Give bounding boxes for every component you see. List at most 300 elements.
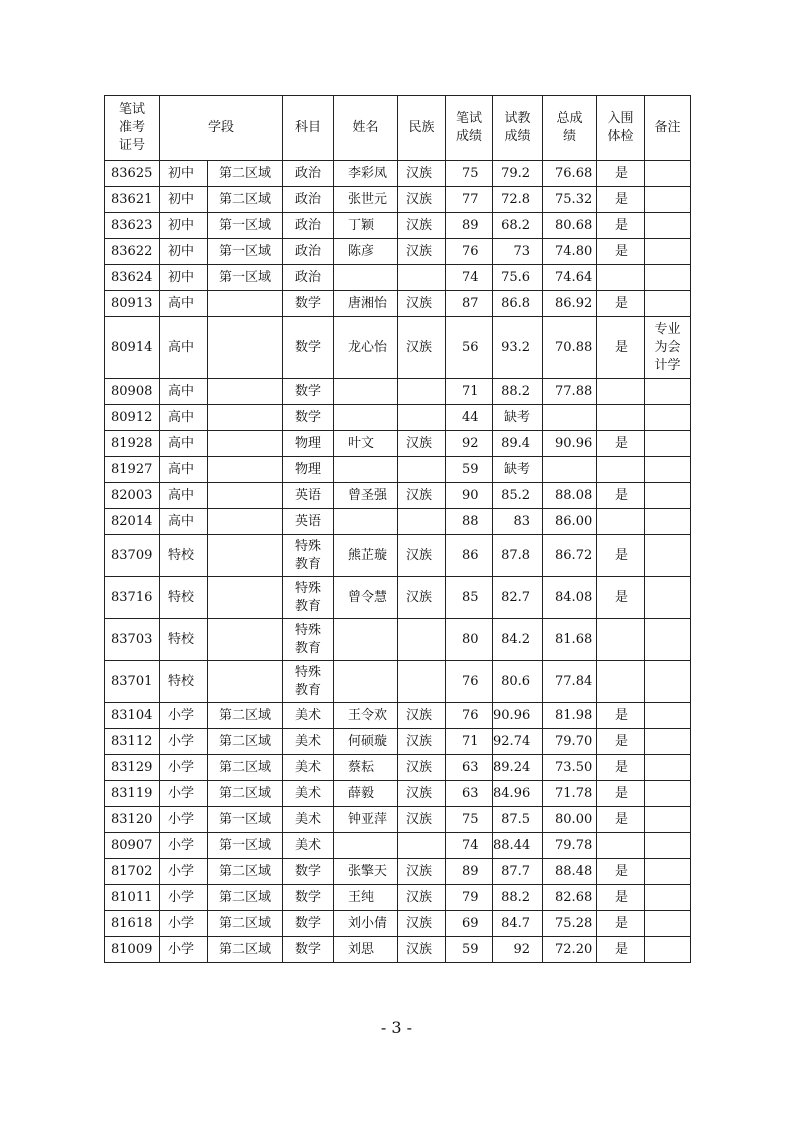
subject-cell: 数学 (283, 937, 334, 963)
name-cell: 何硕璇 (334, 729, 398, 755)
total-score-cell: 86.92 (543, 291, 597, 317)
written-score-cell: 88 (446, 509, 493, 535)
subject-cell: 数学 (283, 379, 334, 405)
subject-cell: 政治 (283, 239, 334, 265)
name-cell (334, 509, 398, 535)
header-exam-id: 笔试 准考 证号 (105, 96, 160, 161)
subject-cell: 美术 (283, 729, 334, 755)
written-score-cell: 77 (446, 187, 493, 213)
table-row (105, 619, 691, 661)
notes-cell (645, 619, 691, 661)
written-score-cell: 56 (446, 317, 493, 379)
zone-cell: 第二区域 (208, 187, 283, 213)
table-row (105, 509, 691, 535)
trial-score-cell: 缺考 (493, 405, 543, 431)
subject-cell: 政治 (283, 187, 334, 213)
subject-cell: 美术 (283, 833, 334, 859)
zone-cell (208, 509, 283, 535)
exam-id-cell: 81928 (105, 431, 160, 457)
ethnicity-cell: 汉族 (398, 577, 446, 619)
level-cell: 小学 (160, 703, 208, 729)
zone-cell (208, 577, 283, 619)
ethnicity-cell: 汉族 (398, 317, 446, 379)
table-row (105, 379, 691, 405)
zone-cell (208, 457, 283, 483)
level-cell: 高中 (160, 457, 208, 483)
written-score-cell: 76 (446, 661, 493, 703)
table-row (105, 703, 691, 729)
trial-score-cell: 75.6 (493, 265, 543, 291)
zone-cell: 第二区域 (208, 729, 283, 755)
notes-cell (645, 911, 691, 937)
total-score-cell: 84.08 (543, 577, 597, 619)
table-row (105, 859, 691, 885)
total-score-cell: 86.72 (543, 535, 597, 577)
notes-cell (645, 213, 691, 239)
written-score-cell: 59 (446, 457, 493, 483)
notes-cell (645, 885, 691, 911)
notes-cell (645, 187, 691, 213)
exam-id-cell: 83120 (105, 807, 160, 833)
pass-cell (597, 509, 645, 535)
level-cell: 初中 (160, 265, 208, 291)
subject-cell: 特殊 教育 (283, 535, 334, 577)
pass-cell: 是 (597, 161, 645, 187)
exam-id-cell: 83709 (105, 535, 160, 577)
name-cell (334, 661, 398, 703)
trial-score-cell: 84.7 (493, 911, 543, 937)
table-row (105, 317, 691, 379)
pass-cell: 是 (597, 729, 645, 755)
ethnicity-cell (398, 509, 446, 535)
exam-id-cell: 80913 (105, 291, 160, 317)
subject-cell: 数学 (283, 405, 334, 431)
name-cell: 李彩凤 (334, 161, 398, 187)
table-row (105, 535, 691, 577)
pass-cell: 是 (597, 535, 645, 577)
written-score-cell: 85 (446, 577, 493, 619)
zone-cell (208, 405, 283, 431)
exam-id-cell: 83624 (105, 265, 160, 291)
exam-id-cell: 83703 (105, 619, 160, 661)
exam-id-cell: 80914 (105, 317, 160, 379)
zone-cell (208, 619, 283, 661)
total-score-cell: 88.08 (543, 483, 597, 509)
ethnicity-cell (398, 833, 446, 859)
ethnicity-cell (398, 619, 446, 661)
exam-id-cell: 83622 (105, 239, 160, 265)
level-cell: 小学 (160, 781, 208, 807)
written-score-cell: 59 (446, 937, 493, 963)
trial-score-cell: 89.4 (493, 431, 543, 457)
level-cell: 小学 (160, 911, 208, 937)
trial-score-cell: 82.7 (493, 577, 543, 619)
written-score-cell: 79 (446, 885, 493, 911)
subject-cell: 英语 (283, 509, 334, 535)
level-cell: 高中 (160, 509, 208, 535)
subject-cell: 数学 (283, 317, 334, 379)
subject-cell: 特殊 教育 (283, 619, 334, 661)
trial-score-cell: 93.2 (493, 317, 543, 379)
exam-id-cell: 83716 (105, 577, 160, 619)
name-cell: 张世元 (334, 187, 398, 213)
table-row (105, 937, 691, 963)
ethnicity-cell: 汉族 (398, 937, 446, 963)
subject-cell: 美术 (283, 807, 334, 833)
exam-id-cell: 81618 (105, 911, 160, 937)
name-cell: 王令欢 (334, 703, 398, 729)
written-score-cell: 87 (446, 291, 493, 317)
written-score-cell: 63 (446, 781, 493, 807)
name-cell: 王纯 (334, 885, 398, 911)
total-score-cell: 79.70 (543, 729, 597, 755)
zone-cell: 第一区域 (208, 833, 283, 859)
ethnicity-cell: 汉族 (398, 161, 446, 187)
notes-cell (645, 755, 691, 781)
ethnicity-cell: 汉族 (398, 431, 446, 457)
zone-cell: 第二区域 (208, 703, 283, 729)
zone-cell (208, 535, 283, 577)
ethnicity-cell (398, 405, 446, 431)
pass-cell: 是 (597, 911, 645, 937)
notes-cell (645, 509, 691, 535)
level-cell: 高中 (160, 483, 208, 509)
notes-cell (645, 291, 691, 317)
name-cell: 薛毅 (334, 781, 398, 807)
exam-id-cell: 83112 (105, 729, 160, 755)
written-score-cell: 74 (446, 265, 493, 291)
name-cell (334, 265, 398, 291)
written-score-cell: 44 (446, 405, 493, 431)
header-name: 姓名 (334, 96, 398, 161)
name-cell: 丁颖 (334, 213, 398, 239)
table-body (105, 161, 691, 963)
total-score-cell: 81.98 (543, 703, 597, 729)
pass-cell: 是 (597, 239, 645, 265)
written-score-cell: 63 (446, 755, 493, 781)
ethnicity-cell: 汉族 (398, 729, 446, 755)
notes-cell (645, 859, 691, 885)
pass-cell (597, 379, 645, 405)
header-subject: 科目 (283, 96, 334, 161)
table-row (105, 405, 691, 431)
subject-cell: 美术 (283, 703, 334, 729)
zone-cell: 第一区域 (208, 239, 283, 265)
name-cell: 张擎天 (334, 859, 398, 885)
name-cell: 刘小倩 (334, 911, 398, 937)
trial-score-cell: 87.8 (493, 535, 543, 577)
ethnicity-cell: 汉族 (398, 781, 446, 807)
subject-cell: 数学 (283, 859, 334, 885)
total-score-cell: 81.68 (543, 619, 597, 661)
ethnicity-cell: 汉族 (398, 213, 446, 239)
notes-cell: 专业 为会 计学 (645, 317, 691, 379)
name-cell: 熊芷璇 (334, 535, 398, 577)
level-cell: 高中 (160, 405, 208, 431)
exam-id-cell: 82003 (105, 483, 160, 509)
exam-id-cell: 83119 (105, 781, 160, 807)
ethnicity-cell: 汉族 (398, 911, 446, 937)
total-score-cell: 74.64 (543, 265, 597, 291)
zone-cell (208, 317, 283, 379)
zone-cell: 第二区域 (208, 755, 283, 781)
pass-cell: 是 (597, 885, 645, 911)
name-cell (334, 405, 398, 431)
written-score-cell: 74 (446, 833, 493, 859)
total-score-cell: 75.28 (543, 911, 597, 937)
total-score-cell: 75.32 (543, 187, 597, 213)
table-row (105, 187, 691, 213)
pass-cell: 是 (597, 577, 645, 619)
notes-cell (645, 379, 691, 405)
subject-cell: 特殊 教育 (283, 661, 334, 703)
table-row (105, 729, 691, 755)
table-row (105, 291, 691, 317)
name-cell: 曾令慧 (334, 577, 398, 619)
level-cell: 特校 (160, 577, 208, 619)
table-row (105, 885, 691, 911)
name-cell: 陈彦 (334, 239, 398, 265)
ethnicity-cell: 汉族 (398, 239, 446, 265)
ethnicity-cell: 汉族 (398, 859, 446, 885)
level-cell: 小学 (160, 833, 208, 859)
header-pass-physical: 入围 体检 (597, 96, 645, 161)
table-row (105, 833, 691, 859)
name-cell (334, 833, 398, 859)
trial-score-cell: 88.2 (493, 379, 543, 405)
exam-id-cell: 80907 (105, 833, 160, 859)
trial-score-cell: 73 (493, 239, 543, 265)
notes-cell (645, 729, 691, 755)
trial-score-cell: 88.2 (493, 885, 543, 911)
pass-cell: 是 (597, 317, 645, 379)
pass-cell: 是 (597, 291, 645, 317)
header-notes: 备注 (645, 96, 691, 161)
subject-cell: 物理 (283, 457, 334, 483)
written-score-cell: 89 (446, 213, 493, 239)
header-trial-score: 试教 成绩 (493, 96, 543, 161)
table-row (105, 781, 691, 807)
trial-score-cell: 87.5 (493, 807, 543, 833)
exam-id-cell: 83701 (105, 661, 160, 703)
subject-cell: 数学 (283, 291, 334, 317)
header-total-score: 总成 绩 (543, 96, 597, 161)
total-score-cell (543, 457, 597, 483)
total-score-cell: 80.00 (543, 807, 597, 833)
name-cell: 钟亚萍 (334, 807, 398, 833)
score-table (104, 95, 691, 963)
total-score-cell: 79.78 (543, 833, 597, 859)
trial-score-cell: 79.2 (493, 161, 543, 187)
total-score-cell: 77.84 (543, 661, 597, 703)
page-number: - 3 - (380, 1018, 413, 1037)
name-cell: 蔡耘 (334, 755, 398, 781)
total-score-cell: 73.50 (543, 755, 597, 781)
zone-cell: 第二区域 (208, 161, 283, 187)
ethnicity-cell: 汉族 (398, 535, 446, 577)
zone-cell (208, 379, 283, 405)
zone-cell (208, 483, 283, 509)
written-score-cell: 80 (446, 619, 493, 661)
table-row (105, 755, 691, 781)
pass-cell: 是 (597, 807, 645, 833)
name-cell: 龙心怡 (334, 317, 398, 379)
table-row (105, 239, 691, 265)
zone-cell (208, 291, 283, 317)
table-row (105, 161, 691, 187)
notes-cell (645, 833, 691, 859)
total-score-cell: 70.88 (543, 317, 597, 379)
ethnicity-cell (398, 457, 446, 483)
name-cell: 曾圣强 (334, 483, 398, 509)
subject-cell: 数学 (283, 911, 334, 937)
notes-cell (645, 937, 691, 963)
zone-cell: 第一区域 (208, 807, 283, 833)
header-ethnicity: 民族 (398, 96, 446, 161)
level-cell: 初中 (160, 239, 208, 265)
exam-id-cell: 81927 (105, 457, 160, 483)
level-cell: 小学 (160, 807, 208, 833)
zone-cell: 第二区域 (208, 911, 283, 937)
trial-score-cell: 80.6 (493, 661, 543, 703)
written-score-cell: 71 (446, 729, 493, 755)
ethnicity-cell: 汉族 (398, 807, 446, 833)
table-row (105, 577, 691, 619)
header-written-score: 笔试 成绩 (446, 96, 493, 161)
written-score-cell: 90 (446, 483, 493, 509)
level-cell: 小学 (160, 859, 208, 885)
trial-score-cell: 72.8 (493, 187, 543, 213)
subject-cell: 政治 (283, 265, 334, 291)
pass-cell (597, 661, 645, 703)
subject-cell: 政治 (283, 161, 334, 187)
total-score-cell: 77.88 (543, 379, 597, 405)
total-score-cell: 74.80 (543, 239, 597, 265)
notes-cell (645, 807, 691, 833)
written-score-cell: 76 (446, 703, 493, 729)
ethnicity-cell (398, 661, 446, 703)
trial-score-cell: 89.24 (493, 755, 543, 781)
level-cell: 小学 (160, 729, 208, 755)
written-score-cell: 89 (446, 859, 493, 885)
total-score-cell: 88.48 (543, 859, 597, 885)
notes-cell (645, 239, 691, 265)
total-score-cell: 80.68 (543, 213, 597, 239)
total-score-cell: 76.68 (543, 161, 597, 187)
notes-cell (645, 431, 691, 457)
level-cell: 高中 (160, 317, 208, 379)
subject-cell: 政治 (283, 213, 334, 239)
trial-score-cell: 88.44 (493, 833, 543, 859)
written-score-cell: 69 (446, 911, 493, 937)
notes-cell (645, 265, 691, 291)
ethnicity-cell: 汉族 (398, 885, 446, 911)
exam-id-cell: 83104 (105, 703, 160, 729)
name-cell: 叶文 (334, 431, 398, 457)
notes-cell (645, 161, 691, 187)
total-score-cell: 72.20 (543, 937, 597, 963)
trial-score-cell: 90.96 (493, 703, 543, 729)
pass-cell: 是 (597, 755, 645, 781)
ethnicity-cell (398, 379, 446, 405)
exam-id-cell: 81702 (105, 859, 160, 885)
ethnicity-cell: 汉族 (398, 187, 446, 213)
trial-score-cell: 83 (493, 509, 543, 535)
ethnicity-cell: 汉族 (398, 703, 446, 729)
table-row (105, 265, 691, 291)
level-cell: 特校 (160, 535, 208, 577)
exam-id-cell: 82014 (105, 509, 160, 535)
exam-id-cell: 83623 (105, 213, 160, 239)
subject-cell: 英语 (283, 483, 334, 509)
pass-cell: 是 (597, 781, 645, 807)
total-score-cell: 90.96 (543, 431, 597, 457)
table-row (105, 911, 691, 937)
trial-score-cell: 84.2 (493, 619, 543, 661)
subject-cell: 美术 (283, 755, 334, 781)
pass-cell: 是 (597, 483, 645, 509)
notes-cell (645, 781, 691, 807)
level-cell: 特校 (160, 619, 208, 661)
trial-score-cell: 87.7 (493, 859, 543, 885)
zone-cell: 第二区域 (208, 885, 283, 911)
trial-score-cell: 缺考 (493, 457, 543, 483)
trial-score-cell: 92.74 (493, 729, 543, 755)
written-score-cell: 71 (446, 379, 493, 405)
subject-cell: 特殊 教育 (283, 577, 334, 619)
trial-score-cell: 85.2 (493, 483, 543, 509)
pass-cell (597, 265, 645, 291)
zone-cell (208, 661, 283, 703)
header-row (105, 96, 691, 161)
level-cell: 高中 (160, 379, 208, 405)
pass-cell (597, 405, 645, 431)
exam-id-cell: 81009 (105, 937, 160, 963)
total-score-cell (543, 405, 597, 431)
zone-cell: 第二区域 (208, 781, 283, 807)
exam-id-cell: 83129 (105, 755, 160, 781)
level-cell: 小学 (160, 755, 208, 781)
name-cell: 唐湘怡 (334, 291, 398, 317)
table-row (105, 213, 691, 239)
trial-score-cell: 86.8 (493, 291, 543, 317)
notes-cell (645, 483, 691, 509)
written-score-cell: 86 (446, 535, 493, 577)
trial-score-cell: 92 (493, 937, 543, 963)
pass-cell: 是 (597, 431, 645, 457)
pass-cell: 是 (597, 213, 645, 239)
total-score-cell: 86.00 (543, 509, 597, 535)
zone-cell: 第一区域 (208, 265, 283, 291)
header-level: 学段 (160, 96, 283, 161)
written-score-cell: 92 (446, 431, 493, 457)
written-score-cell: 76 (446, 239, 493, 265)
subject-cell: 美术 (283, 781, 334, 807)
zone-cell: 第一区域 (208, 213, 283, 239)
exam-id-cell: 80912 (105, 405, 160, 431)
ethnicity-cell: 汉族 (398, 483, 446, 509)
written-score-cell: 75 (446, 161, 493, 187)
pass-cell: 是 (597, 859, 645, 885)
level-cell: 初中 (160, 187, 208, 213)
level-cell: 特校 (160, 661, 208, 703)
pass-cell (597, 833, 645, 859)
name-cell (334, 457, 398, 483)
total-score-cell: 82.68 (543, 885, 597, 911)
pass-cell: 是 (597, 187, 645, 213)
table-row (105, 807, 691, 833)
trial-score-cell: 68.2 (493, 213, 543, 239)
